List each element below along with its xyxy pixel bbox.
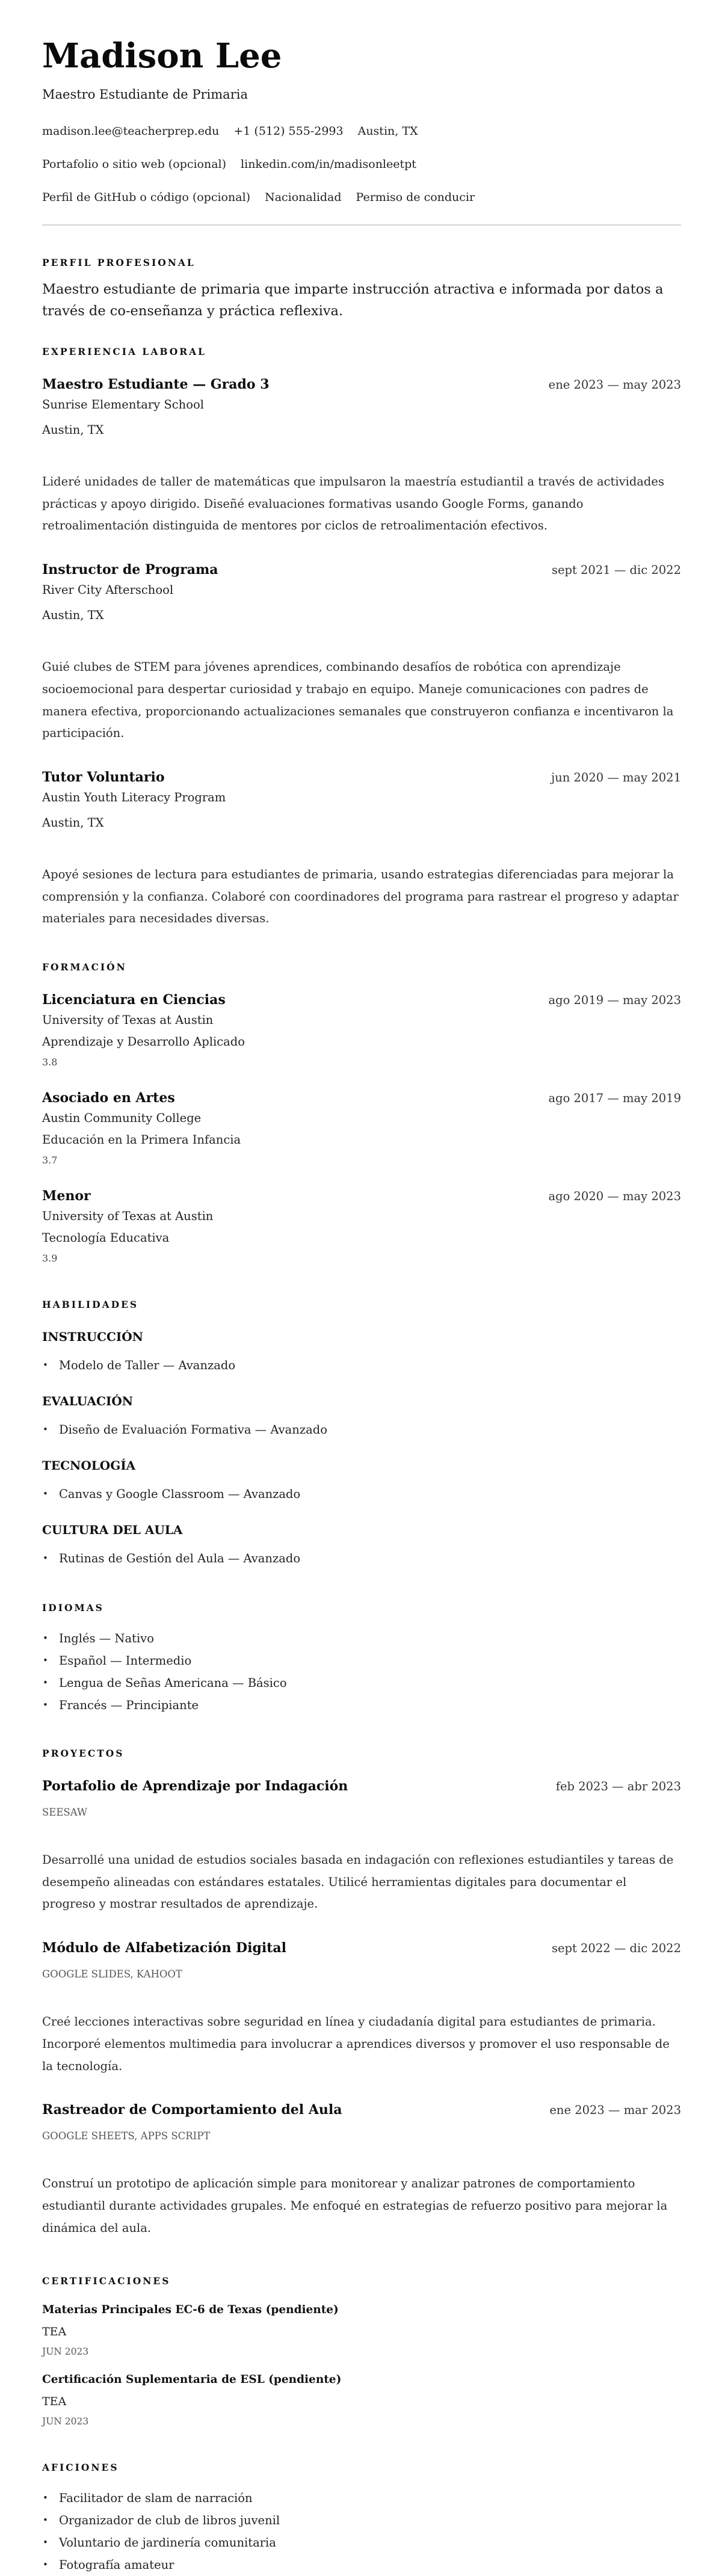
certification-entry [42,2373,681,2428]
job-description: Apoyé sesiones de lectura para estudiantes de primaria, usando estrategias diferenciadas para mejorar la comprensión y la confianza. Colaboré con coordinadores del programa para rastrear el progreso y adaptar materiales para necesidades diversas. [42,867,679,926]
skill-category: TECNOLOGÍA [42,1458,136,1473]
contact-github[interactable]: Perfil de GitHub o código (opcional) [42,191,251,204]
section-title-skills: HABILIDADES [42,1299,139,1311]
experience-entry [42,561,681,745]
degree-dates: ago 2020 — may 2023 [548,1189,681,1204]
skill-item: • Rutinas de Gestión del Aula — Avanzado [42,1547,681,1570]
hobby-item: • Fotografía amateur [42,2554,681,2576]
language-item: • Francés — Principiante [42,1694,681,1716]
section-title-profile: PERFIL PROFESIONAL [42,257,196,268]
certification-date: JUN 2023 [42,2346,89,2358]
skill-item: • Canvas y Google Classroom — Avanzado [42,1483,681,1505]
job-dates: sept 2021 — dic 2022 [551,563,681,578]
project-tech: GOOGLE SLIDES, KAHOOT [42,1968,182,1980]
section-title-education: FORMACIÓN [42,961,127,973]
school-name: Austin Community College [42,1111,202,1126]
skill-group [42,1458,681,1505]
candidate-name: Madison Lee [42,36,282,76]
project-title: Rastreador de Comportamiento del Aula [42,2102,342,2118]
project-tech: SEESAW [42,1807,87,1819]
project-tech: GOOGLE SHEETS, APPS SCRIPT [42,2130,211,2142]
language-item: • Lengua de Señas Americana — Básico [42,1672,681,1694]
skills-section [42,1299,681,1570]
skill-category: EVALUACIÓN [42,1394,134,1409]
skill-group [42,1522,681,1570]
job-description: Lideré unidades de taller de matemáticas que impulsaron la maestría estudiantil a través de actividades prácticas y apoyo dirigido. Diseñé evaluaciones formativas usando Google Forms, ganando retroalimentación distinguida de mentores por ciclos de retroalimentación efectivos. [42,475,664,533]
job-title: Instructor de Programa [42,562,218,578]
certification-entry [42,2303,681,2358]
hobby-list [42,2487,681,2576]
job-location: Austin, TX [42,423,104,437]
resume-header [42,0,681,226]
skill-item: • Diseño de Evaluación Formativa — Avanzado [42,1419,681,1441]
project-dates: ene 2023 — mar 2023 [549,2103,681,2118]
experience-entry [42,376,681,537]
job-organization: Sunrise Elementary School [42,398,204,411]
project-description: Creé lecciones interactivas sobre seguridad en línea y ciudadanía digital para estudiantes de primaria. Incorporé elementos multimedia para involucrar a aprendices diversos y promover el uso responsable de la tecnología. [42,2015,670,2073]
project-dates: feb 2023 — abr 2023 [555,1779,681,1794]
language-item: • Inglés — Nativo [42,1627,681,1650]
certification-title: Materias Principales EC-6 de Texas (pendiente) [42,2303,339,2317]
education-entry [42,1089,681,1167]
certifications-section [42,2275,681,2428]
contact-nationality: Nacionalidad [265,191,342,204]
job-dates: ene 2023 — may 2023 [548,378,681,392]
contact-driving-license: Permiso de conducir [356,191,475,204]
contact-portfolio[interactable]: Portafolio o sitio web (opcional) [42,158,227,171]
experience-entry [42,769,681,930]
contact-row-2 [42,157,681,172]
project-description: Desarrollé una unidad de estudios sociales basada en indagación con reflexiones estudiantiles y tareas de desempeño alineadas con estándares estatales. Utilicé herramientas digitales para documentar el progreso y mostrar resultados de aprendizaje. [42,1853,674,1911]
job-description: Guié clubes de STEM para jóvenes aprendices, combinando desafíos de robótica con aprendizaje socioemocional para despertar curiosidad y trabajo en equipo. Maneje comunicaciones con padres de manera efectiva, proporcionando actualizaciones semanales que construyeron confianza e incentivaron la participación. [42,660,674,741]
project-entry [42,2101,681,2239]
project-entry [42,1778,681,1915]
experience-section [42,346,681,930]
field-of-study: Tecnología Educativa [42,1231,170,1245]
header-divider [42,224,681,226]
project-title: Portafolio de Aprendizaje por Indagación [42,1778,348,1795]
hobby-item: • Voluntario de jardinería comunitaria [42,2531,681,2554]
contact-linkedin[interactable]: linkedin.com/in/madisonleetpt [241,158,416,171]
job-title: Maestro Estudiante — Grado 3 [42,377,270,392]
job-organization: Austin Youth Literacy Program [42,790,226,804]
contact-row-1 [42,124,681,139]
school-name: University of Texas at Austin [42,1209,214,1224]
project-dates: sept 2022 — dic 2022 [551,1941,681,1956]
section-title-experience: EXPERIENCIA LABORAL [42,346,207,357]
job-location: Austin, TX [42,608,104,623]
languages-section [42,1602,681,1716]
job-organization: River City Afterschool [42,583,174,597]
skill-group [42,1329,681,1376]
certification-issuer: TEA [42,2395,67,2409]
contact-row-3 [42,190,681,205]
degree-title: Licenciatura en Ciencias [42,992,226,1008]
certification-issuer: TEA [42,2325,67,2339]
gpa: 3.9 [42,1253,58,1265]
job-title: Tutor Voluntario [42,769,165,785]
profile-section [42,257,681,322]
gpa: 3.7 [42,1154,58,1166]
section-title-hobbies: AFICIONES [42,2462,119,2474]
profile-summary: Maestro estudiante de primaria que imparte instrucción atractiva e informada por datos a través de co-enseñanza y práctica reflexiva. [42,282,664,319]
degree-dates: ago 2017 — may 2019 [548,1091,681,1106]
skill-list [42,1419,681,1441]
skill-list [42,1483,681,1505]
gpa: 3.8 [42,1056,58,1068]
skill-category: CULTURA DEL AULA [42,1523,183,1538]
certification-title: Certificación Suplementaria de ESL (pendiente) [42,2373,342,2386]
job-dates: jun 2020 — may 2021 [551,770,681,784]
section-title-projects: PROYECTOS [42,1748,125,1760]
degree-title: Menor [42,1188,91,1204]
skill-item: • Modelo de Taller — Avanzado [42,1354,681,1376]
skill-category: INSTRUCCIÓN [42,1330,143,1345]
degree-dates: ago 2019 — may 2023 [548,993,681,1008]
skill-group [42,1393,681,1441]
contact-email[interactable]: madison.lee@teacherprep.edu [42,125,220,138]
education-entry [42,1188,681,1265]
projects-section [42,1748,681,2239]
skill-list [42,1354,681,1376]
education-section [42,961,681,1265]
project-description: Construí un prototipo de aplicación simple para monitorear y analizar patrones de comportamiento estudiantil durante actividades grupales. Me enfoqué en estrategias de refuerzo positivo para mejorar la dinámica del aula. [42,2177,668,2235]
hobby-item: • Facilitador de slam de narración [42,2487,681,2509]
skill-list [42,1547,681,1570]
language-list [42,1627,681,1716]
candidate-headline: Maestro Estudiante de Primaria [42,87,248,102]
hobbies-section [42,2462,681,2576]
hobby-item: • Organizador de club de libros juvenil [42,2509,681,2531]
field-of-study: Aprendizaje y Desarrollo Aplicado [42,1035,245,1049]
school-name: University of Texas at Austin [42,1013,214,1028]
certification-date: JUN 2023 [42,2416,89,2427]
contact-location: Austin, TX [357,125,418,138]
field-of-study: Educación en la Primera Infancia [42,1133,241,1147]
degree-title: Asociado en Artes [42,1090,175,1106]
education-entry [42,991,681,1069]
section-title-languages: IDIOMAS [42,1602,104,1614]
language-item: • Español — Intermedio [42,1650,681,1672]
contact-phone[interactable]: +1 (512) 555-2993 [233,125,344,138]
section-title-certifications: CERTIFICACIONES [42,2275,171,2287]
job-location: Austin, TX [42,815,104,830]
project-title: Módulo de Alfabetización Digital [42,1940,286,1956]
project-entry [42,1940,681,2077]
